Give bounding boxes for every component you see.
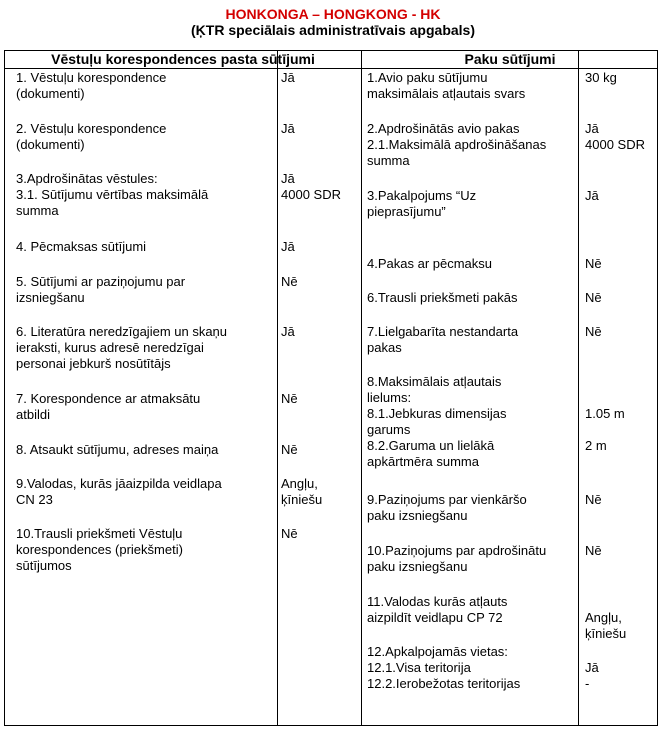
letters-row-label: 2. Vēstuļu korespondence (dokumenti)	[16, 121, 167, 152]
parcels-row-label: 12.Apkalpojamās vietas: 12.1.Visa teritorija 12.2.Ierobežotas teritorijas	[367, 644, 521, 691]
letters-row-label: 4. Pēcmaksas sūtījumi	[16, 239, 147, 254]
column-divider	[361, 51, 362, 725]
page-title: HONKONGA – HONGKONG - HK	[225, 6, 441, 22]
parcels-row-label: 2.Apdrošinātās avio pakas 2.1.Maksimālā apdrošināšanas summa	[367, 121, 547, 168]
letters-row-label: 6. Literatūra neredzīgajiem un skaņu ieraksti, kurus adresē neredzīgai personai jebkurš nosūtītājs	[16, 324, 228, 371]
parcels-row-value: Nē	[585, 290, 602, 305]
page-subtitle: (ĶTR speciālais administratīvais apgabals)	[191, 22, 475, 38]
letters-row-label: 5. Sūtījumi ar paziņojumu par izsniegšanu	[16, 274, 186, 305]
letters-row-label: 7. Korespondence ar atmaksātu atbildi	[16, 391, 201, 422]
parcels-header: Paku sūtījumi	[464, 51, 556, 67]
column-divider	[277, 51, 278, 725]
letters-row-value: Nē	[281, 442, 298, 457]
letters-row-value: Jā	[281, 121, 295, 136]
letters-row-value: Nē	[281, 526, 298, 541]
letters-row-label: 8. Atsaukt sūtījumu, adreses maiņa	[16, 442, 219, 457]
parcels-row-label: 8.Maksimālais atļautais lielums: 8.1.Jebkuras dimensijas garums 8.2.Garuma un lielākā apkārtmēra summa	[367, 374, 507, 469]
column-divider	[578, 51, 579, 725]
parcels-row-label: 4.Pakas ar pēcmaksu	[367, 256, 493, 271]
letters-row-value: Jā 4000 SDR	[281, 171, 341, 202]
parcels-row-label: 6.Trausli priekšmeti pakās	[367, 290, 518, 305]
letters-row-value: Nē	[281, 391, 298, 406]
parcels-row-label: 11.Valodas kurās atļauts aizpildīt veidlapu CP 72	[367, 594, 508, 625]
letters-row-label: 10.Trausli priekšmeti Vēstuļu korespondences (priekšmeti) sūtījumos	[16, 526, 183, 573]
services-table	[4, 50, 658, 726]
parcels-row-label: 3.Pakalpojums “Uz pieprasījumu”	[367, 188, 477, 219]
parcels-row-value: Nē	[585, 492, 602, 507]
parcels-row-label: 1.Avio paku sūtījumu maksimālais atļautais svars	[367, 70, 526, 101]
parcels-row-label: 7.Lielgabarīta nestandarta pakas	[367, 324, 519, 355]
letters-row-value: Jā	[281, 239, 295, 254]
parcels-row-label: 10.Paziņojums par apdrošinātu paku izsniegšanu	[367, 543, 547, 574]
parcels-row-value: Nē	[585, 543, 602, 558]
letters-row-value: Angļu, ķīniešu	[281, 476, 323, 507]
parcels-row-label: 9.Paziņojums par vienkāršo paku izsniegšanu	[367, 492, 527, 523]
parcels-row-value: 30 kg	[585, 70, 617, 85]
parcels-row-value: Jā 4000 SDR	[585, 121, 645, 152]
letters-header: Vēstuļu korespondences pasta sūtījumi	[51, 51, 315, 67]
header-divider	[5, 68, 657, 69]
letters-row-label: 1. Vēstuļu korespondence (dokumenti)	[16, 70, 167, 101]
parcels-row-value: Nē	[585, 256, 602, 271]
letters-row-value: Nē	[281, 274, 298, 289]
letters-row-value: Jā	[281, 70, 295, 85]
letters-row-value: Jā	[281, 324, 295, 339]
parcels-row-value: 1.05 m 2 m	[585, 406, 625, 453]
parcels-row-value: Jā -	[585, 660, 599, 691]
parcels-row-value: Nē	[585, 324, 602, 339]
letters-row-label: 3.Apdrošinātas vēstules: 3.1. Sūtījumu vērtības maksimālā summa	[16, 171, 209, 218]
parcels-row-value: Jā	[585, 188, 599, 203]
parcels-row-value: Angļu, ķīniešu	[585, 610, 627, 641]
letters-row-label: 9.Valodas, kurās jāaizpilda veidlapa CN 23	[16, 476, 222, 507]
